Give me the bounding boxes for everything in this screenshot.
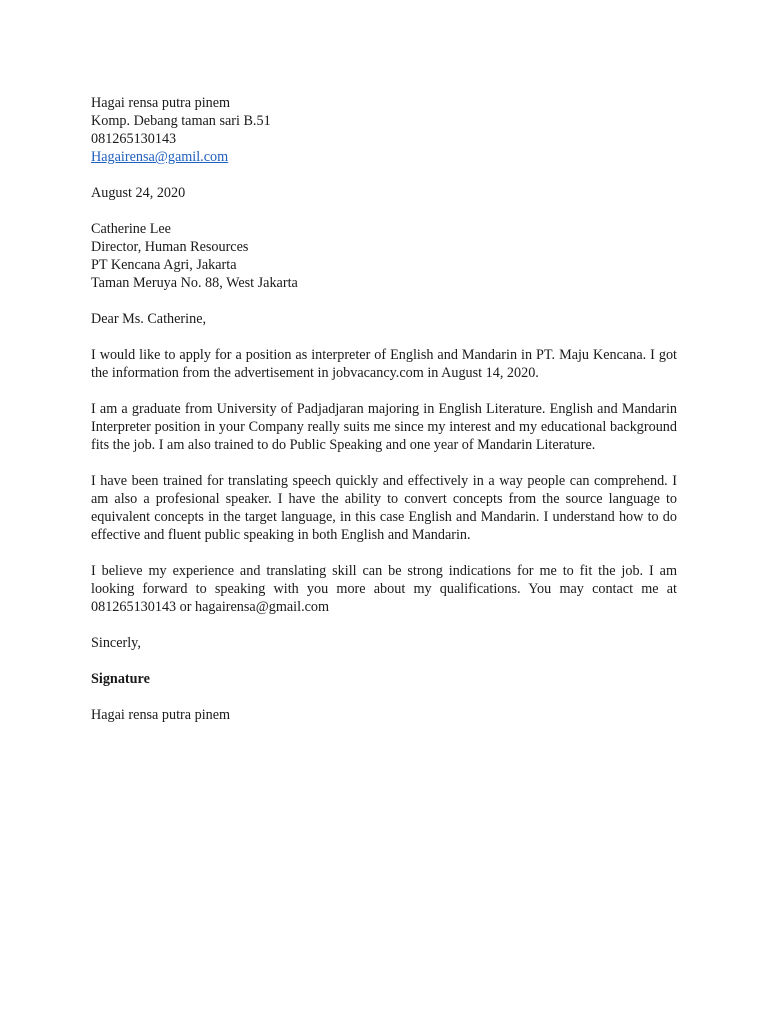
recipient-name: Catherine Lee — [91, 221, 171, 237]
recipient-title: Director, Human Resources — [91, 239, 249, 255]
date-text: August 24, 2020 — [91, 185, 186, 201]
salutation-text: Dear Ms. Catherine, — [91, 311, 207, 327]
recipient-block — [91, 220, 677, 292]
body-paragraph-4: I believe my experience and translating skill can be strong indications for me to fit the job. I am looking forward to speaking with you more about my qualifications. You may contact me at 081265130143 or hagairensa@gmail.com — [91, 563, 677, 615]
sender-block — [91, 94, 677, 166]
sender-email-link[interactable]: Hagairensa@gamil.com — [91, 149, 229, 165]
sender-address: Komp. Debang taman sari B.51 — [91, 113, 271, 129]
cover-letter — [91, 94, 677, 742]
recipient-address: Taman Meruya No. 88, West Jakarta — [91, 275, 298, 291]
recipient-company: PT Kencana Agri, Jakarta — [91, 257, 237, 273]
signature-label: Signature — [91, 671, 150, 687]
closing-text: Sincerly, — [91, 635, 141, 651]
signature-block — [91, 670, 677, 688]
sender-name: Hagai rensa putra pinem — [91, 95, 231, 111]
signer-name: Hagai rensa putra pinem — [91, 707, 231, 723]
body-paragraph-2: I am a graduate from University of Padjadjaran majoring in English Literature. English and Mandarin Interpreter position in your Company really suits me since my interest and my educational background fits the job. I am also trained to do Public Speaking and one year of Mandarin Literature. — [91, 401, 677, 453]
letter-date — [91, 184, 677, 202]
sender-phone: 081265130143 — [91, 131, 177, 147]
signer-block — [91, 706, 677, 724]
body-paragraph-1: I would like to apply for a position as interpreter of English and Mandarin in PT. Maju Kencana. I got the information from the advertisement in jobvacancy.com in August 14, 2020. — [91, 347, 677, 381]
body-paragraph-3: I have been trained for translating speech quickly and effectively in a way people can comprehend. I am also a profesional speaker. I have the ability to convert concepts from the source language to equivalent concepts in the target language, in this case English and Mandarin. I understand how to do effective and fluent public speaking in both English and Mandarin. — [91, 473, 677, 543]
salutation — [91, 310, 677, 328]
closing — [91, 634, 677, 652]
